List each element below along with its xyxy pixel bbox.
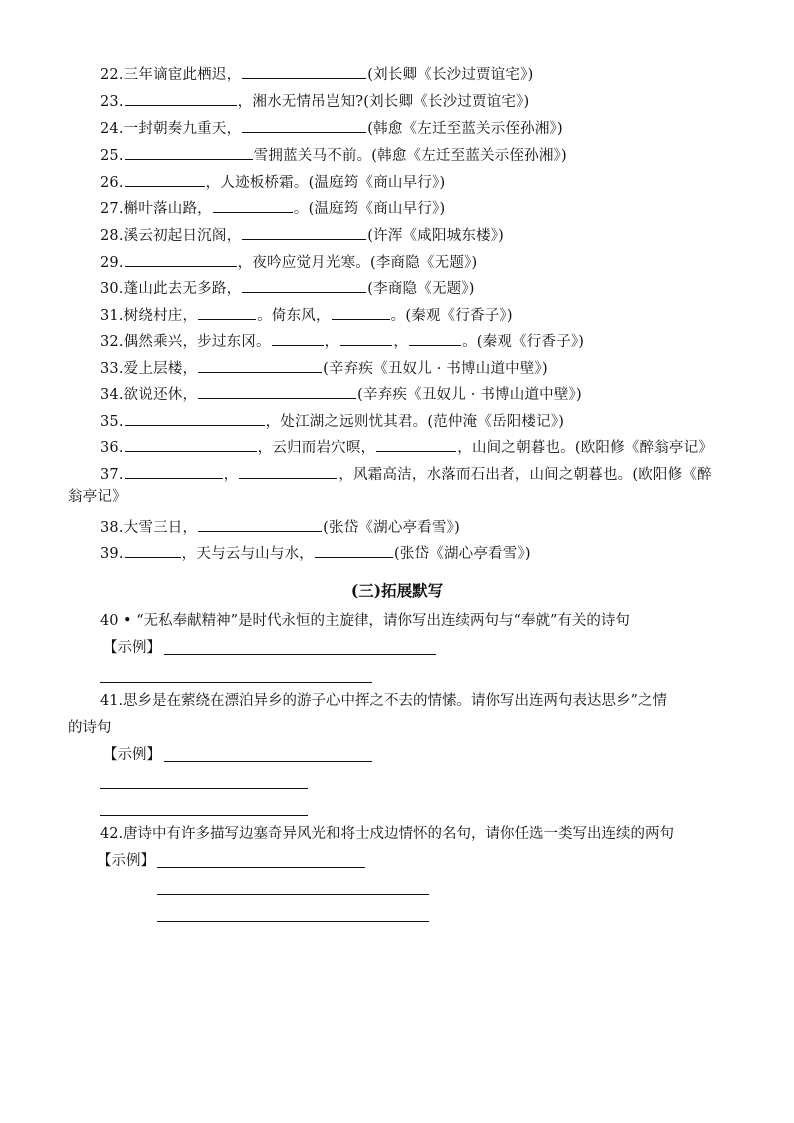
- answer-blank[interactable]: [332, 304, 390, 320]
- item-28: [100, 224, 504, 244]
- answer-line[interactable]: [100, 815, 308, 816]
- item-text: 大雪三日，: [123, 520, 198, 536]
- item-text: 溪云初起日沉阁，: [123, 228, 242, 244]
- item-source: (许浑《咸阳城东楼》): [367, 228, 505, 244]
- question-41-text-continued: 的诗句: [68, 720, 112, 736]
- item-number: 28.: [100, 228, 124, 244]
- item-25: [100, 144, 567, 164]
- item-source: 。(秦观《行香子》): [390, 308, 513, 324]
- item-39: [100, 542, 531, 562]
- item-number: 32.: [100, 334, 124, 350]
- item-number: 30.: [100, 281, 124, 297]
- answer-blank[interactable]: [198, 383, 356, 399]
- answer-blank[interactable]: [242, 277, 366, 293]
- item-text: ，湘水无情吊岂知?(刘长卿《长沙过贾谊宅》): [237, 94, 530, 110]
- answer-blank[interactable]: [242, 117, 366, 133]
- answer-blank[interactable]: [125, 171, 205, 187]
- item-30: [100, 277, 475, 297]
- item-31: [100, 304, 513, 324]
- item-33: [100, 357, 548, 377]
- item-number: 22.: [100, 67, 124, 83]
- answer-blank[interactable]: [198, 304, 256, 320]
- question-41-example-label: 【示例】: [103, 747, 161, 763]
- item-24: [100, 117, 563, 137]
- answer-blank[interactable]: [409, 330, 461, 346]
- item-35: [100, 410, 564, 430]
- item-text: 蓬山此去无多路，: [123, 281, 242, 297]
- item-number: 31.: [100, 308, 124, 324]
- answer-blank[interactable]: [125, 90, 237, 106]
- item-source: (刘长卿《长沙过贾谊宅》): [367, 67, 534, 83]
- question-42-example-label: 【示例】: [97, 853, 155, 869]
- item-34: [100, 383, 582, 403]
- item-number: 36.: [100, 440, 124, 456]
- item-number: 35.: [100, 414, 124, 430]
- item-number: 25.: [100, 148, 124, 164]
- item-source: (张岱《湖心亭看雪》): [323, 520, 460, 536]
- question-41-text: 41.思乡是在萦绕在漂泊异乡的游子心中挥之不去的情愫。请你写出连两句表达思乡”之情: [100, 693, 667, 709]
- item-source: 。(秦观《行香子》): [462, 334, 585, 350]
- answer-blank[interactable]: [242, 63, 366, 79]
- item-source: (李商隐《无题》): [367, 281, 475, 297]
- answer-blank[interactable]: [213, 197, 293, 213]
- item-text: ，人迹板桥霜。(温庭筠《商山早行》): [205, 175, 446, 191]
- item-number: 29.: [100, 255, 124, 271]
- item-32: [100, 330, 584, 350]
- item-source: (辛弃疾《丑奴儿 · 书博山道中壁》): [357, 387, 582, 403]
- answer-line[interactable]: [157, 921, 429, 922]
- item-text: ，: [223, 467, 239, 483]
- item-number: 38.: [100, 520, 124, 536]
- item-source: (韩愈《左迁至蓝关示侄孙湘》): [367, 121, 563, 137]
- item-27: [100, 197, 445, 217]
- answer-blank[interactable]: [125, 463, 223, 479]
- answer-blank[interactable]: [125, 542, 181, 558]
- answer-blank[interactable]: [242, 224, 366, 240]
- item-23: [100, 90, 529, 110]
- item-text: 。倚东风，: [257, 308, 331, 324]
- item-number: 24.: [100, 121, 124, 137]
- answer-line[interactable]: [164, 761, 372, 762]
- item-text: 三年谪宦此栖迟，: [123, 67, 242, 83]
- answer-blank[interactable]: [198, 357, 322, 373]
- item-number: 37.: [100, 467, 124, 483]
- item-text: ，: [324, 334, 340, 350]
- question-40-text: 40 • “无私奉献精神”是时代永恒的主旋律，请你写出连续两句与“奉就”有关的诗句: [100, 613, 630, 629]
- item-text: 爱上层楼，: [123, 361, 198, 377]
- item-number: 33.: [100, 361, 124, 377]
- answer-blank[interactable]: [125, 410, 265, 426]
- answer-blank[interactable]: [340, 330, 392, 346]
- item-text: ，云归而岩穴暝，: [257, 440, 376, 456]
- answer-line[interactable]: [100, 788, 308, 789]
- item-text: ，风霜高洁，水落而石出者，山间之朝暮也。(欧阳修《醉: [338, 467, 712, 483]
- item-37-continued: [68, 487, 127, 507]
- item-text: 一封朝奏九重天，: [123, 121, 242, 137]
- item-text: 树绕村庄，: [123, 308, 198, 324]
- item-source: 翁亭记》: [68, 489, 127, 505]
- answer-blank[interactable]: [125, 251, 237, 267]
- answer-blank[interactable]: [239, 463, 337, 479]
- answer-blank[interactable]: [272, 330, 324, 346]
- answer-line[interactable]: [164, 654, 436, 655]
- item-text: 槲叶落山路，: [123, 201, 212, 217]
- item-text: ，夜吟应觉月光寒。(李商隐《无题》): [237, 255, 478, 271]
- item-text: ，: [393, 334, 409, 350]
- item-37: [100, 463, 712, 483]
- answer-blank[interactable]: [315, 542, 393, 558]
- item-text: 雪拥蓝关马不前。(韩愈《左迁至蓝关示侄孙湘》): [253, 148, 567, 164]
- item-number: 26.: [100, 175, 124, 191]
- item-text: ，天与云与山与水，: [181, 546, 314, 562]
- item-text: 偶然乘兴，步过东冈。: [123, 334, 271, 350]
- answer-line[interactable]: [100, 682, 372, 683]
- item-number: 23.: [100, 94, 124, 110]
- item-22: [100, 63, 533, 83]
- item-source: (张岱《湖心亭看雪》): [393, 546, 531, 562]
- answer-blank[interactable]: [198, 516, 322, 532]
- answer-blank[interactable]: [376, 436, 456, 452]
- item-text: 欲说还休，: [123, 387, 198, 403]
- answer-blank[interactable]: [125, 144, 253, 160]
- item-29: [100, 251, 477, 271]
- item-number: 34.: [100, 387, 124, 403]
- item-source: 。(温庭筠《商山早行》): [293, 201, 446, 217]
- answer-line[interactable]: [157, 894, 429, 895]
- answer-line[interactable]: [157, 867, 365, 868]
- item-source: ，山间之朝暮也。(欧阳修《醉翁亭记》: [457, 440, 714, 456]
- answer-blank[interactable]: [125, 436, 257, 452]
- item-number: 27.: [100, 201, 124, 217]
- item-text: ，处江湖之远则忧其君。(范仲淹《岳阳楼记》): [265, 414, 565, 430]
- section-title: (三)拓展默写: [350, 581, 444, 600]
- item-36: [100, 436, 713, 456]
- item-source: (辛弃疾《丑奴儿 · 书博山道中壁》): [323, 361, 548, 377]
- item-26: [100, 171, 445, 191]
- item-38: [100, 516, 460, 536]
- item-number: 39.: [100, 546, 124, 562]
- question-40-example-label: 【示例】: [103, 640, 161, 656]
- question-42-text: 42.唐诗中有许多描写边塞奇异风光和将士戍边情怀的名句，请你任选一类写出连续的两句: [100, 826, 675, 842]
